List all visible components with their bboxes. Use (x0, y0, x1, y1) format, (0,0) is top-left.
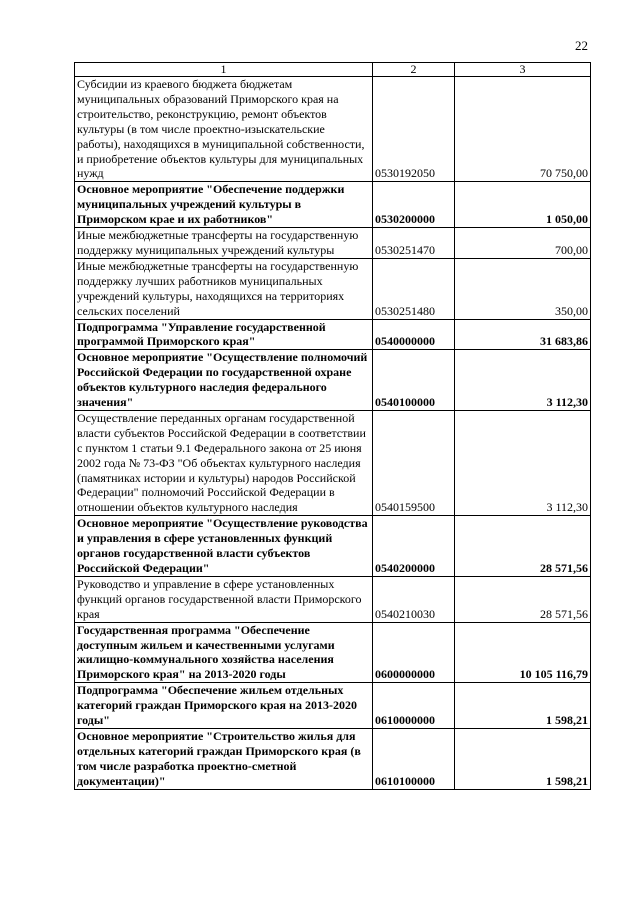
row-code-cell: 0530192050 (373, 77, 455, 182)
row-name-cell: Основное мероприятие "Обеспечение поддержки муниципальных учреждений культуры в Приморском крае и их работников" (75, 182, 373, 228)
row-name-cell: Основное мероприятие "Строительство жилья для отдельных категорий граждан Приморского края (в том числе разработка проектно-сметной документации)" (75, 728, 373, 789)
header-col-1: 1 (75, 63, 373, 77)
table-row (75, 258, 591, 319)
row-name-cell: Основное мероприятие "Осуществление полномочий Российской Федерации по государственной охране объектов культурного наследия федерального значения" (75, 350, 373, 411)
row-amount-cell: 350,00 (455, 258, 591, 319)
table-row (75, 622, 591, 683)
table-row (75, 410, 591, 515)
table-header-row (75, 63, 591, 77)
page-number: 22 (575, 38, 588, 53)
table-row (75, 319, 591, 350)
row-code-cell: 0600000000 (373, 622, 455, 683)
row-code-cell: 0540100000 (373, 350, 455, 411)
header-col-2: 2 (373, 63, 455, 77)
row-code-cell: 0610100000 (373, 728, 455, 789)
budget-table (74, 62, 591, 790)
table-row (75, 683, 591, 729)
table-row (75, 516, 591, 577)
row-code-cell: 0540159500 (373, 410, 455, 515)
row-amount-cell: 31 683,86 (455, 319, 591, 350)
row-amount-cell: 3 112,30 (455, 350, 591, 411)
row-amount-cell: 10 105 116,79 (455, 622, 591, 683)
table-row (75, 228, 591, 259)
row-name-cell: Субсидии из краевого бюджета бюджетам муниципальных образований Приморского края на строительство, реконструкцию, ремонт объектов культуры (в том числе проектно-изыскательские работы), находящихся в муниципальной собственности, и приобретение объектов культуры для муниципальных нужд (75, 77, 373, 182)
row-name-cell: Осуществление переданных органам государственной власти субъектов Российской Федерации в соответствии с пунктом 1 статьи 9.1 Федерального закона от 25 июня 2002 года № 73-ФЗ "Об объектах культурного наследия (памятниках истории и культуры) народов Российской Федерации" полномочий Российской Федерации в отношении объектов культурного наследия (75, 410, 373, 515)
row-name-cell: Иные межбюджетные трансферты на государственную поддержку лучших работников муниципальных учреждений культуры, находящихся на территориях сельских поселений (75, 258, 373, 319)
row-code-cell: 0540210030 (373, 576, 455, 622)
row-amount-cell: 3 112,30 (455, 410, 591, 515)
table-row (75, 576, 591, 622)
row-name-cell: Иные межбюджетные трансферты на государственную поддержку муниципальных учреждений культуры (75, 228, 373, 259)
table-row (75, 182, 591, 228)
table-row (75, 77, 591, 182)
row-amount-cell: 1 598,21 (455, 683, 591, 729)
row-amount-cell: 1 598,21 (455, 728, 591, 789)
row-name-cell: Руководство и управление в сфере установленных функций органов государственной власти Приморского края (75, 576, 373, 622)
header-col-3: 3 (455, 63, 591, 77)
row-name-cell: Подпрограмма "Обеспечение жильем отдельных категорий граждан Приморского края на 2013-2020 годы" (75, 683, 373, 729)
row-amount-cell: 28 571,56 (455, 516, 591, 577)
row-code-cell: 0530251470 (373, 228, 455, 259)
row-name-cell: Основное мероприятие "Осуществление руководства и управления в сфере установленных функций органов государственной власти субъектов Российской Федерации" (75, 516, 373, 577)
row-amount-cell: 28 571,56 (455, 576, 591, 622)
table-row (75, 350, 591, 411)
row-code-cell: 0530251480 (373, 258, 455, 319)
table-row (75, 728, 591, 789)
row-amount-cell: 70 750,00 (455, 77, 591, 182)
row-amount-cell: 1 050,00 (455, 182, 591, 228)
row-name-cell: Подпрограмма "Управление государственной программой Приморского края" (75, 319, 373, 350)
row-code-cell: 0530200000 (373, 182, 455, 228)
row-name-cell: Государственная программа "Обеспечение доступным жильем и качественными услугами жилищно-коммунального хозяйства населения Приморского края" на 2013-2020 годы (75, 622, 373, 683)
row-amount-cell: 700,00 (455, 228, 591, 259)
row-code-cell: 0540200000 (373, 516, 455, 577)
row-code-cell: 0610000000 (373, 683, 455, 729)
row-code-cell: 0540000000 (373, 319, 455, 350)
